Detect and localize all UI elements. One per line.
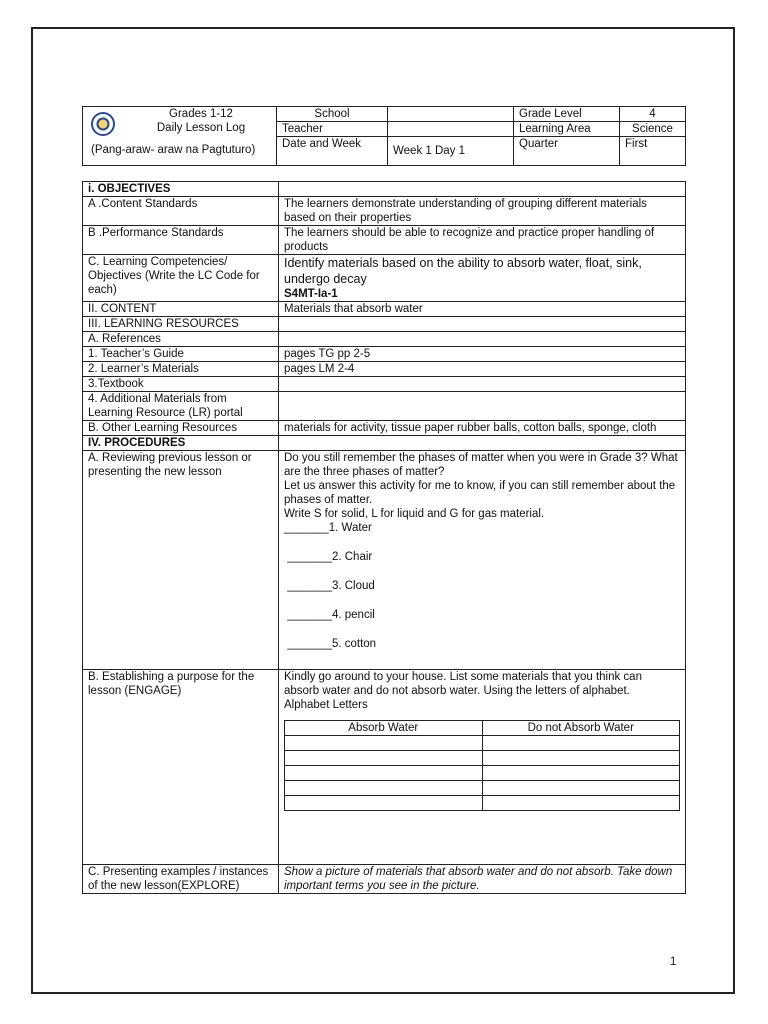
review-cell[interactable] (279, 451, 686, 670)
teacher-value[interactable] (388, 122, 514, 137)
absorb-cell[interactable] (285, 736, 483, 751)
review-label: A. Reviewing previous lesson or presenting the new lesson (83, 451, 279, 670)
absorb-cell[interactable] (285, 766, 483, 781)
school-label: School (277, 107, 388, 122)
perf-std-label: B .Performance Standards (83, 226, 279, 255)
title-line1: Grades 1-12 (169, 108, 233, 120)
competencies-code: S4MT-Ia-1 (284, 288, 338, 300)
absorb-header: Absorb Water (285, 721, 483, 736)
not-absorb-cell[interactable] (482, 781, 680, 796)
review-line-1: Do you still remember the phases of matter when you were in Grade 3? What are the three phases of matter? (284, 452, 678, 478)
lesson-table (82, 181, 686, 894)
header-table (82, 106, 686, 166)
resources-blank (279, 317, 686, 332)
other-value[interactable]: materials for activity, tissue paper rubber balls, cotton balls, sponge, cloth (279, 421, 686, 436)
not-absorb-cell[interactable] (482, 796, 680, 811)
engage-text: Kindly go around to your house. List some materials that you think can absorb water and do not absorb water. Using the letters of alphabet. (284, 671, 642, 697)
title-line2: Daily Lesson Log (156, 122, 246, 134)
content-value[interactable]: Materials that absorb water (279, 302, 686, 317)
competencies-label: C. Learning Competencies/ Objectives (Write the LC Code for each) (83, 255, 279, 302)
absorb-cell[interactable] (285, 796, 483, 811)
not-absorb-cell[interactable] (482, 736, 680, 751)
textbook-value[interactable] (279, 377, 686, 392)
perf-std-value[interactable]: The learners should be able to recognize and practice proper handling of products (279, 226, 686, 255)
teacher-label: Teacher (277, 122, 388, 137)
tg-value[interactable]: pages TG pp 2-5 (279, 347, 686, 362)
grade-label: Grade Level (514, 107, 620, 122)
header-title-cell (83, 107, 277, 166)
explore-label: C. Presenting examples / instances of the new lesson(EXPLORE) (83, 865, 279, 894)
lm-value[interactable]: pages LM 2-4 (279, 362, 686, 377)
quarter-value[interactable]: First (620, 137, 686, 166)
not-absorb-cell[interactable] (482, 766, 680, 781)
not-absorb-header: Do not Absorb Water (482, 721, 680, 736)
additional-value[interactable] (279, 392, 686, 421)
review-item-4: _______4. pencil (284, 609, 375, 621)
content-std-label: A .Content Standards (83, 197, 279, 226)
review-item-2: _______2. Chair (284, 551, 373, 563)
engage-label: B. Establishing a purpose for the lesson (ENGAGE) (83, 670, 279, 865)
competencies-value: Identify materials based on the ability to absorb water, float, sink, undergo decay (284, 256, 642, 286)
other-label: B. Other Learning Resources (83, 421, 279, 436)
page-number: 1 (670, 956, 677, 968)
not-absorb-cell[interactable] (482, 751, 680, 766)
resources-label: III. LEARNING RESOURCES (83, 317, 279, 332)
area-value[interactable]: Science (620, 122, 686, 137)
area-label: Learning Area (514, 122, 620, 137)
competencies-cell[interactable] (279, 255, 686, 302)
date-label: Date and Week (277, 137, 388, 166)
date-value[interactable]: Week 1 Day 1 (388, 137, 514, 166)
absorb-cell[interactable] (285, 751, 483, 766)
review-item-3: _______3. Cloud (284, 580, 375, 592)
additional-label: 4. Additional Materials from Learning Resource (LR) portal (83, 392, 279, 421)
review-item-1: _______1. Water (284, 522, 372, 534)
objectives-heading: i. OBJECTIVES (83, 182, 279, 197)
objectives-blank (279, 182, 686, 197)
absorb-cell[interactable] (285, 781, 483, 796)
school-value[interactable] (388, 107, 514, 122)
textbook-label: 3.Textbook (83, 377, 279, 392)
deped-seal-icon (91, 112, 115, 136)
engage-cell[interactable] (279, 670, 686, 865)
review-line-3: Write S for solid, L for liquid and G for gas material. (284, 508, 545, 520)
review-line-2: Let us answer this activity for me to know, if you can still remember about the phases of matter. (284, 480, 676, 506)
procedures-heading: IV. PROCEDURES (83, 436, 279, 451)
explore-text[interactable]: Show a picture of materials that absorb water and do not absorb. Take down important terms you see in the picture. (279, 865, 686, 894)
quarter-label: Quarter (514, 137, 620, 166)
engage-sub: Alphabet Letters (284, 699, 368, 711)
review-item-5: _______5. cotton (284, 638, 377, 650)
grade-value[interactable]: 4 (620, 107, 686, 122)
content-std-value[interactable]: The learners demonstrate understanding of grouping different materials based on their properties (279, 197, 686, 226)
procedures-blank (279, 436, 686, 451)
title-line3: (Pang-araw- araw na Pagtuturo) (91, 144, 256, 156)
absorb-table (284, 720, 680, 811)
references-label: A. References (83, 332, 279, 347)
tg-label: 1. Teacher’s Guide (83, 347, 279, 362)
lm-label: 2. Learner’s Materials (83, 362, 279, 377)
references-blank (279, 332, 686, 347)
content-label: II. CONTENT (83, 302, 279, 317)
